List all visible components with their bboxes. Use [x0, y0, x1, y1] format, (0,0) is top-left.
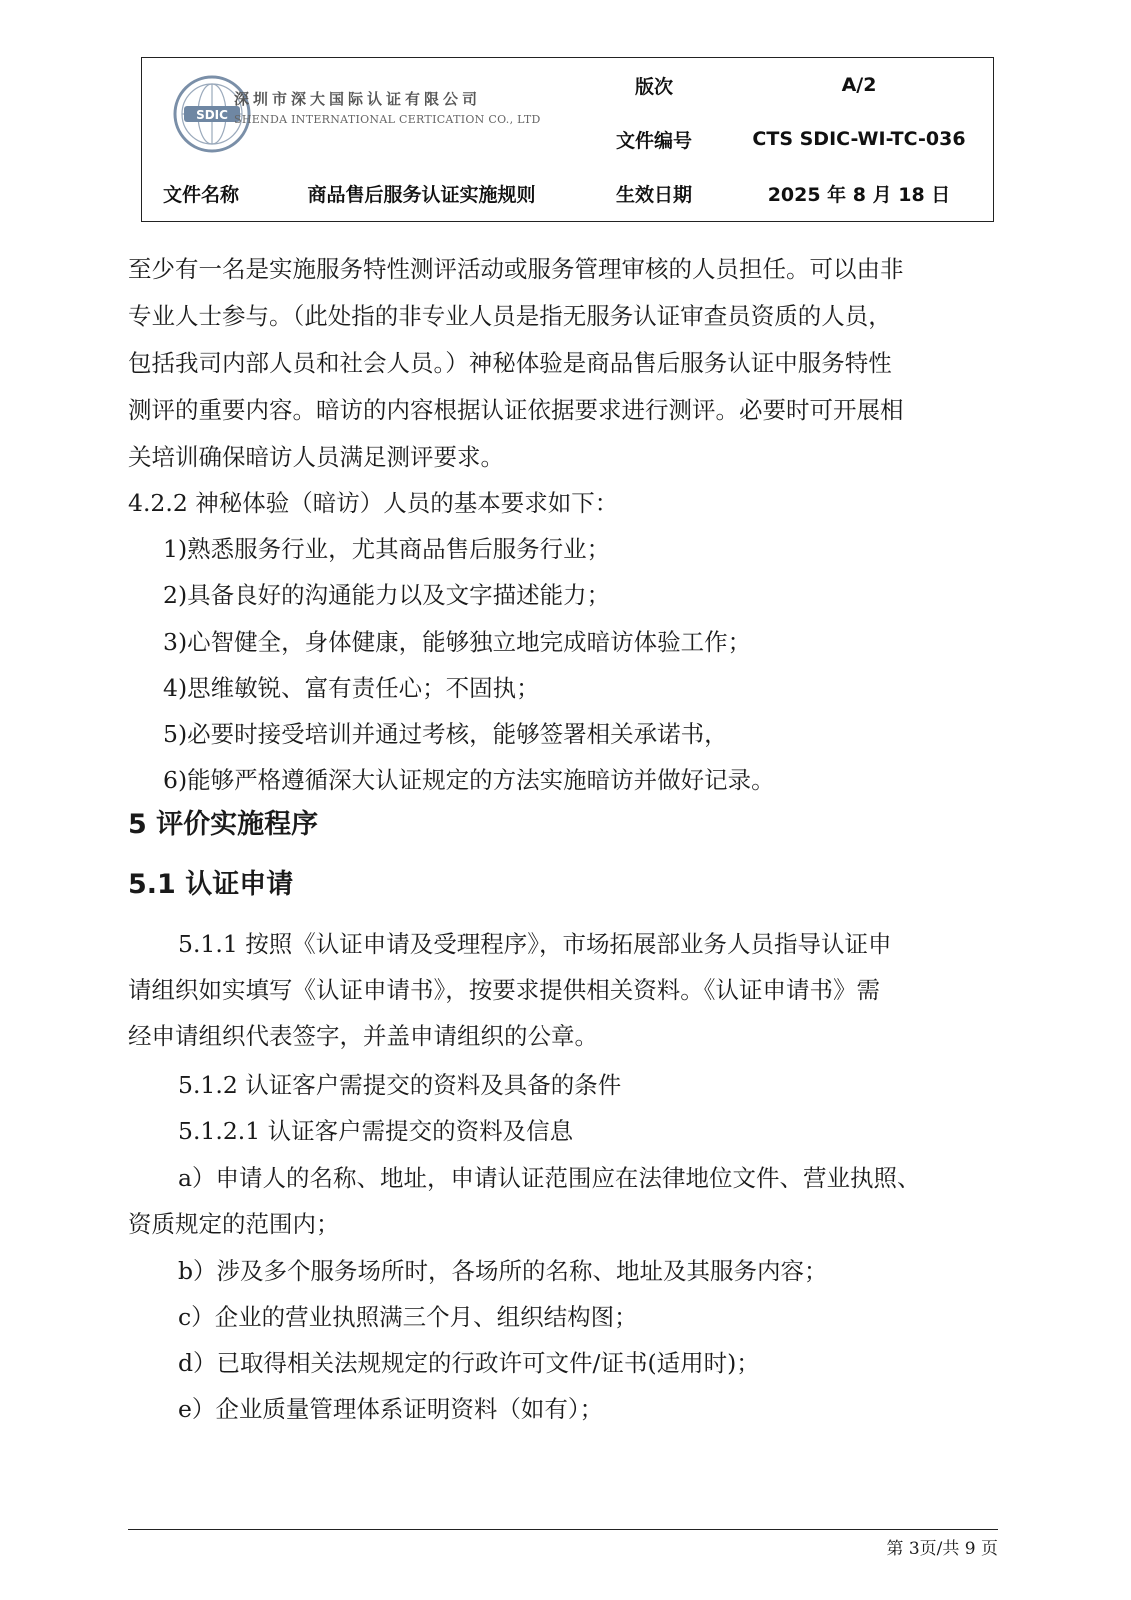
effective-date-label: 生效日期	[615, 184, 692, 206]
list-item-b: b）涉及多个服务场所时，各场所的名称、地址及其服务内容；	[178, 1257, 828, 1285]
list-item-a-cont: 资质规定的范围内；	[128, 1210, 340, 1238]
body-line: 专业人士参与。（此处指的非专业人员是指无服务认证审查员资质的人员，	[128, 302, 892, 330]
doc-number-value: CTS SDIC-WI-TC-036	[752, 128, 966, 150]
requirement-item: 6)能够严格遵循深大认证规定的方法实施暗访并做好记录。	[163, 766, 775, 794]
requirement-item: 1)熟悉服务行业，尤其商品售后服务行业；	[163, 535, 611, 563]
section-5-1-2-1-title: 5.1.2.1 认证客户需提交的资料及信息	[178, 1117, 574, 1145]
company-name	[234, 88, 541, 126]
effective-date-value: 2025 年 8 月 18 日	[767, 184, 951, 206]
heading-section-5-1: 5.1 认证申请	[128, 869, 294, 900]
version-label: 版次	[634, 75, 673, 98]
footer-divider	[128, 1529, 998, 1530]
section-5-1-1-line: 经申请组织代表签字，并盖申请组织的公章。	[128, 1022, 598, 1050]
section-5-1-2-title: 5.1.2 认证客户需提交的资料及具备的条件	[178, 1071, 622, 1099]
company-name-en: SHENDA INTERNATIONAL CERTICATION CO., LTD	[234, 113, 541, 126]
doc-number-label: 文件编号	[615, 129, 692, 152]
doc-name-label: 文件名称	[162, 184, 239, 206]
requirement-item: 4)思维敏锐、富有责任心；不固执；	[163, 674, 540, 702]
section-4-2-2-title: 4.2.2 神秘体验（暗访）人员的基本要求如下：	[128, 489, 619, 517]
list-item-e: e）企业质量管理体系证明资料（如有）；	[178, 1395, 604, 1423]
requirement-item: 3)心智健全，身体健康，能够独立地完成暗访体验工作；	[163, 628, 752, 656]
version-value: A/2	[841, 74, 877, 96]
body-line: 关培训确保暗访人员满足测评要求。	[128, 443, 504, 471]
list-item-c: c）企业的营业执照满三个月、组织结构图；	[178, 1303, 638, 1331]
svg-text:SDIC: SDIC	[196, 108, 228, 122]
page-number: 第 3页/共 9 页	[886, 1539, 998, 1559]
doc-name-value: 商品售后服务认证实施规则	[307, 184, 536, 206]
body-line: 至少有一名是实施服务特性测评活动或服务管理审核的人员担任。可以由非	[128, 255, 904, 283]
company-name-cn: 深圳市深大国际认证有限公司	[234, 90, 482, 108]
list-item-a: a）申请人的名称、地址，申请认证范围应在法律地位文件、营业执照、	[178, 1164, 921, 1192]
company-logo-cell	[142, 58, 583, 166]
section-5-1-1-line: 请组织如实填写《认证申请书》，按要求提供相关资料。《认证申请书》需	[128, 976, 880, 1004]
requirement-item: 5)必要时接受培训并通过考核，能够签署相关承诺书，	[163, 720, 728, 748]
body-line: 包括我司内部人员和社会人员。）神秘体验是商品售后服务认证中服务特性	[128, 349, 892, 377]
requirement-item: 2)具备良好的沟通能力以及文字描述能力；	[163, 581, 611, 609]
document-header-table	[141, 57, 994, 222]
body-line: 测评的重要内容。暗访的内容根据认证依据要求进行测评。必要时可开展相	[128, 396, 904, 424]
heading-section-5: 5 评价实施程序	[128, 809, 319, 840]
list-item-d: d）已取得相关法规规定的行政许可文件/证书(适用时)；	[178, 1349, 760, 1377]
section-5-1-1-line: 5.1.1 按照《认证申请及受理程序》，市场拓展部业务人员指导认证申	[178, 930, 892, 958]
